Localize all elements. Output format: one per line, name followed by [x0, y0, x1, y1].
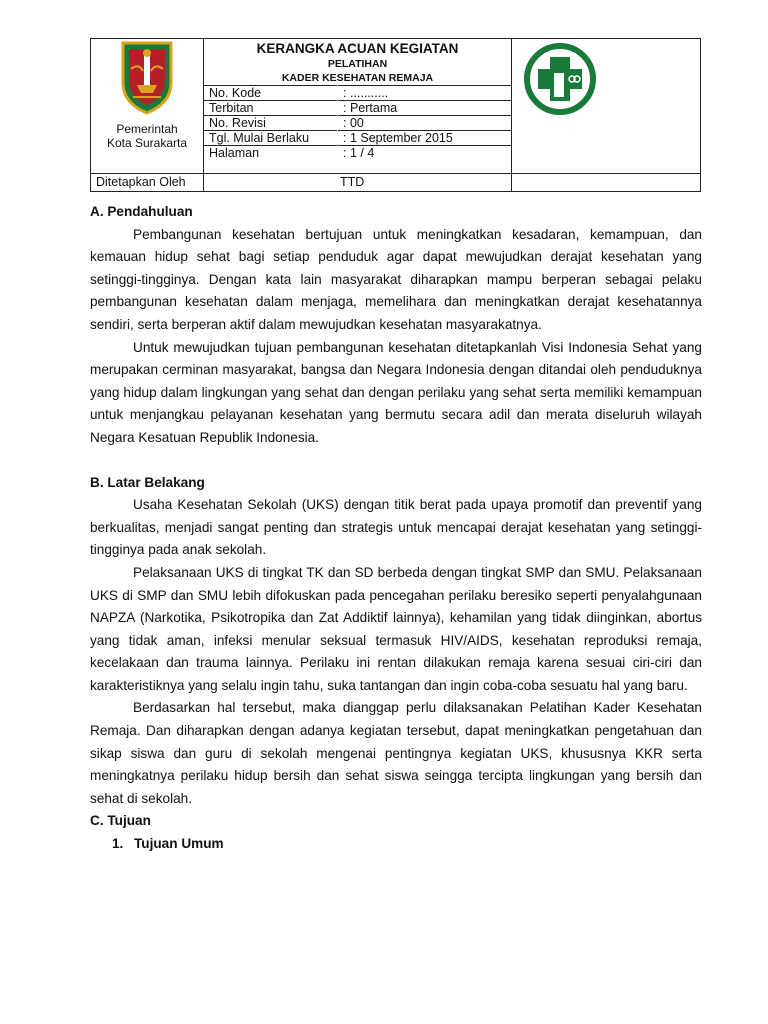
signature-empty-cell — [512, 174, 701, 192]
signature-row — [91, 174, 701, 192]
section-a-title: A. Pendahuluan — [90, 204, 193, 219]
meta-table — [204, 85, 511, 160]
document-subtitle-2: KADER KESEHATAN REMAJA — [281, 72, 434, 84]
meta-key: No. Revisi — [204, 116, 338, 131]
city-emblem-icon — [119, 39, 175, 115]
ditetapkan-label: Ditetapkan Oleh — [91, 174, 204, 192]
item-number: 1. — [112, 836, 124, 852]
logo-cell — [91, 39, 204, 174]
ttd-label: TTD — [204, 174, 512, 192]
org-line-2: Kota Surakarta — [106, 136, 188, 150]
meta-row — [204, 116, 511, 131]
org-line-1: Pemerintah — [116, 122, 178, 136]
meta-value: : ........... — [338, 86, 512, 101]
logo-cross-cell — [512, 39, 701, 174]
section-c-title: C. Tujuan — [90, 813, 151, 829]
section-b-title: B. Latar Belakang — [90, 474, 205, 490]
section-b-paragraph-2: Pelaksanaan UKS di tingkat TK dan SD berbeda dengan tingkat SMP dan SMU. Pelaksanaan UKS di SMP dan SMU lebih difokuskan pada pencegahan perilaku beresiko seperti penyalahgunaan NAPZA (Narkotika, Psikotropika dan Zat Addiktif lainnya), kehamilan yang tidak diinginkan, abortus yang tidak aman, infeksi menular seksual termasuk HIV/AIDS, kesehatan reproduksi remaja, kecelakaan dan trauma lainnya. Perilaku ini rentan dilakukan remaja karena sesuai ciri-ciri dan karakteristiknya yang selalu ingin tahu, suka tantangan dan ingin coba-coba sesuatu hal yang baru. — [90, 564, 702, 693]
section-a-paragraph-2: Untuk mewujudkan tujuan pembangunan kesehatan ditetapkanlah Visi Indonesia Sehat yang merupakan cerminan masyarakat, bangsa dan Negara Indonesia dengan ditandai oleh penduduknya yang hidup dalam lingkungan yang sehat dan dengan perilaku yang sehat serta memiliki kemampuan untuk menjangkau pelayanan kesehatan yang bermutu secara adil dan merata diseluruh wilayah Negara Kesatuan Republik Indonesia. — [90, 339, 702, 445]
title-cell — [204, 39, 512, 174]
document-header-table — [90, 38, 701, 192]
section-b-paragraph-3: Berdasarkan hal tersebut, maka dianggap perlu dilaksanakan Pelatihan Kader Kesehatan Remaja. Dan diharapkan dengan adanya kegiatan tersebut, dapat meningkatkan pengetahuan dan sikap siswa dan guru di sekolah mengenai pentingnya kegiatan UKS, khususnya KKR serta meningkatnya perilaku hidup bersih dan sehat siswa seingga tercipta lingkungan yang bersih dan sehat di sekolah. — [90, 700, 702, 806]
meta-value: : Pertama — [338, 101, 512, 116]
item-label: Tujuan Umum — [134, 836, 224, 852]
document-body — [90, 201, 702, 856]
org-name — [91, 122, 203, 150]
health-cross-icon — [512, 39, 700, 170]
section-c-item-1 — [90, 833, 702, 856]
document-subtitle-1: PELATIHAN — [327, 58, 388, 70]
document-title: KERANGKA ACUAN KEGIATAN — [256, 41, 459, 56]
meta-key: Halaman — [204, 146, 338, 161]
meta-row — [204, 101, 511, 116]
meta-row — [204, 146, 511, 161]
meta-key: No. Kode — [204, 86, 338, 101]
meta-row — [204, 86, 511, 101]
meta-value: : 1 September 2015 — [338, 131, 512, 146]
spacer — [90, 450, 702, 472]
meta-value: : 00 — [338, 116, 512, 131]
meta-key: Terbitan — [204, 101, 338, 116]
meta-key: Tgl. Mulai Berlaku — [204, 131, 338, 146]
meta-row — [204, 131, 511, 146]
section-a-paragraph-1: Pembangunan kesehatan bertujuan untuk meningkatkan kesadaran, kemampuan, dan kemauan hidup sehat bagi setiap penduduk agar dapat mewujudkan derajat kesehatan yang setinggi-tingginya. Dengan kata lain masyarakat diharapkan mampu berperan sebagai pelaku pembangunan kesehatan dalam menjaga, memelihara dan meningkatkan derajat kesehatannya sendiri, serta berperan aktif dalam mewujudkan kesehatan masyarakatnya. — [90, 226, 702, 332]
meta-value: : 1 / 4 — [338, 146, 512, 161]
section-b-paragraph-1: Usaha Kesehatan Sekolah (UKS) dengan titik berat pada upaya promotif dan preventif yang berkualitas, menjadi sangat penting dan strategis untuk mencapai derajat kesehatan yang setinggi-tingginya pada anak sekolah. — [90, 497, 702, 558]
